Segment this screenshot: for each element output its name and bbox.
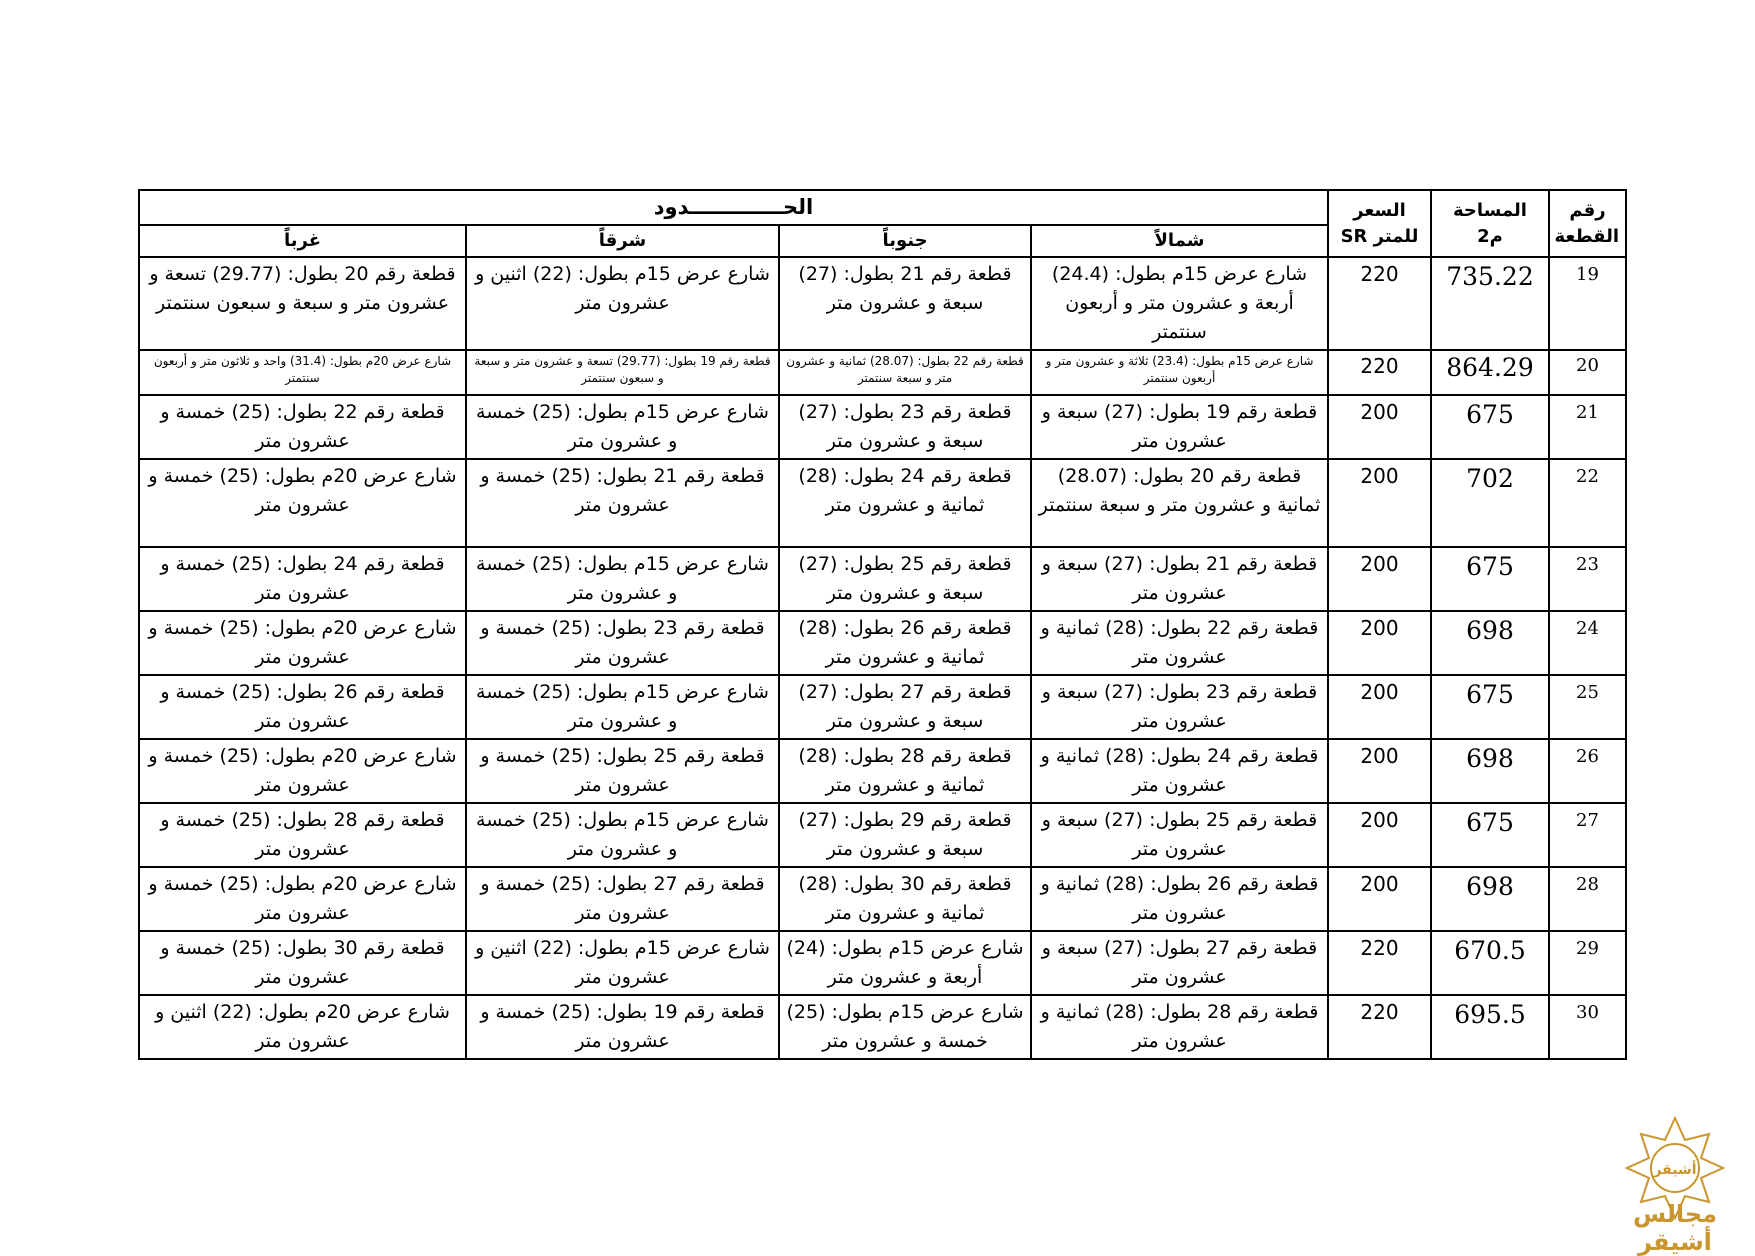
east-boundary-cell: شارع عرض 15م بطول: (22) اثنين و عشرون متر: [466, 257, 779, 350]
logo-emblem-text: أشيقر: [1653, 1162, 1697, 1178]
south-boundary-cell: شارع عرض 15م بطول: (25) خمسة و عشرون متر: [779, 995, 1031, 1059]
east-boundary-cell: قطعة رقم 19 بطول: (29.77) تسعة و عشرون متر و سبعة و سبعون سنتمتر: [466, 350, 779, 395]
price-cell: 220: [1328, 257, 1431, 350]
south-boundary-cell: قطعة رقم 28 بطول: (28) ثمانية و عشرون متر: [779, 739, 1031, 803]
east-boundary-cell: قطعة رقم 25 بطول: (25) خمسة و عشرون متر: [466, 739, 779, 803]
table-row: [139, 867, 1626, 931]
east-boundary-cell: شارع عرض 15م بطول: (25) خمسة و عشرون متر: [466, 803, 779, 867]
price-cell: 200: [1328, 611, 1431, 675]
north-boundary-cell: قطعة رقم 27 بطول: (27) سبعة و عشرون متر: [1031, 931, 1328, 995]
south-boundary-cell: قطعة رقم 25 بطول: (27) سبعة و عشرون متر: [779, 547, 1031, 611]
south-boundary-cell: قطعة رقم 27 بطول: (27) سبعة و عشرون متر: [779, 675, 1031, 739]
north-boundary-cell: قطعة رقم 25 بطول: (27) سبعة و عشرون متر: [1031, 803, 1328, 867]
header-south: جنوباً: [779, 225, 1031, 257]
west-boundary-cell: شارع عرض 20م بطول: (25) خمسة و عشرون متر: [139, 867, 466, 931]
price-cell: 200: [1328, 803, 1431, 867]
area-cell: 735.22: [1431, 257, 1549, 350]
south-boundary-cell: قطعة رقم 22 بطول: (28.07) ثمانية و عشرون متر و سبعة سنتمتر: [779, 350, 1031, 395]
north-boundary-cell: شارع عرض 15م بطول: (23.4) ثلاثة و عشرون متر و أربعون سنتمتر: [1031, 350, 1328, 395]
north-boundary-cell: شارع عرض 15م بطول: (24.4) أربعة و عشرون متر و أربعون سنتمتر: [1031, 257, 1328, 350]
price-cell: 200: [1328, 739, 1431, 803]
plot-number-cell: 30: [1549, 995, 1626, 1059]
table-row: [139, 257, 1626, 350]
plot-number-cell: 23: [1549, 547, 1626, 611]
north-boundary-cell: قطعة رقم 22 بطول: (28) ثمانية و عشرون متر: [1031, 611, 1328, 675]
east-boundary-cell: شارع عرض 15م بطول: (25) خمسة و عشرون متر: [466, 395, 779, 459]
west-boundary-cell: شارع عرض 20م بطول: (25) خمسة و عشرون متر: [139, 611, 466, 675]
header-boundaries: الحـــــــــــــدود: [139, 190, 1328, 225]
south-boundary-cell: شارع عرض 15م بطول: (24) أربعة و عشرون متر: [779, 931, 1031, 995]
price-cell: 200: [1328, 867, 1431, 931]
table-row: [139, 395, 1626, 459]
header-row-1: [139, 190, 1626, 225]
west-boundary-cell: قطعة رقم 30 بطول: (25) خمسة و عشرون متر: [139, 931, 466, 995]
east-boundary-cell: قطعة رقم 23 بطول: (25) خمسة و عشرون متر: [466, 611, 779, 675]
west-boundary-cell: شارع عرض 20م بطول: (31.4) واحد و ثلاثون متر و أربعون سنتمتر: [139, 350, 466, 395]
plot-number-cell: 21: [1549, 395, 1626, 459]
area-cell: 698: [1431, 867, 1549, 931]
west-boundary-cell: قطعة رقم 26 بطول: (25) خمسة و عشرون متر: [139, 675, 466, 739]
east-boundary-cell: قطعة رقم 19 بطول: (25) خمسة و عشرون متر: [466, 995, 779, 1059]
plot-number-cell: 25: [1549, 675, 1626, 739]
plot-number-cell: 27: [1549, 803, 1626, 867]
south-boundary-cell: قطعة رقم 26 بطول: (28) ثمانية و عشرون متر: [779, 611, 1031, 675]
plots-body: [139, 257, 1626, 1059]
header-east: شرقاً: [466, 225, 779, 257]
west-boundary-cell: قطعة رقم 24 بطول: (25) خمسة و عشرون متر: [139, 547, 466, 611]
west-boundary-cell: شارع عرض 20م بطول: (25) خمسة و عشرون متر: [139, 739, 466, 803]
plots-table: [138, 189, 1627, 1060]
north-boundary-cell: قطعة رقم 28 بطول: (28) ثمانية و عشرون متر: [1031, 995, 1328, 1059]
logo-text: مجالس أشيقر: [1632, 1200, 1718, 1256]
north-boundary-cell: قطعة رقم 19 بطول: (27) سبعة و عشرون متر: [1031, 395, 1328, 459]
price-cell: 200: [1328, 395, 1431, 459]
east-boundary-cell: شارع عرض 15م بطول: (25) خمسة و عشرون متر: [466, 547, 779, 611]
area-cell: 675: [1431, 395, 1549, 459]
area-cell: 698: [1431, 611, 1549, 675]
table-row: [139, 803, 1626, 867]
east-boundary-cell: شارع عرض 15م بطول: (22) اثنين و عشرون متر: [466, 931, 779, 995]
table-row: [139, 739, 1626, 803]
north-boundary-cell: قطعة رقم 23 بطول: (27) سبعة و عشرون متر: [1031, 675, 1328, 739]
north-boundary-cell: قطعة رقم 21 بطول: (27) سبعة و عشرون متر: [1031, 547, 1328, 611]
plot-number-cell: 20: [1549, 350, 1626, 395]
table-row: [139, 931, 1626, 995]
area-cell: 675: [1431, 675, 1549, 739]
west-boundary-cell: شارع عرض 20م بطول: (25) خمسة و عشرون متر: [139, 459, 466, 547]
plot-number-cell: 28: [1549, 867, 1626, 931]
price-cell: 200: [1328, 547, 1431, 611]
table-row: [139, 547, 1626, 611]
area-cell: 864.29: [1431, 350, 1549, 395]
area-cell: 695.5: [1431, 995, 1549, 1059]
south-boundary-cell: قطعة رقم 24 بطول: (28) ثمانية و عشرون متر: [779, 459, 1031, 547]
area-cell: 675: [1431, 803, 1549, 867]
plot-number-cell: 29: [1549, 931, 1626, 995]
price-cell: 220: [1328, 931, 1431, 995]
north-boundary-cell: قطعة رقم 24 بطول: (28) ثمانية و عشرون متر: [1031, 739, 1328, 803]
header-north: شمالاً: [1031, 225, 1328, 257]
west-boundary-cell: قطعة رقم 28 بطول: (25) خمسة و عشرون متر: [139, 803, 466, 867]
table-row: [139, 459, 1626, 547]
west-boundary-cell: قطعة رقم 22 بطول: (25) خمسة و عشرون متر: [139, 395, 466, 459]
price-cell: 220: [1328, 995, 1431, 1059]
header-price: السعر للمتر SR: [1328, 190, 1431, 257]
table-row: [139, 350, 1626, 395]
west-boundary-cell: شارع عرض 20م بطول: (22) اثنين و عشرون متر: [139, 995, 466, 1059]
south-boundary-cell: قطعة رقم 23 بطول: (27) سبعة و عشرون متر: [779, 395, 1031, 459]
area-cell: 675: [1431, 547, 1549, 611]
north-boundary-cell: قطعة رقم 26 بطول: (28) ثمانية و عشرون متر: [1031, 867, 1328, 931]
plot-number-cell: 22: [1549, 459, 1626, 547]
west-boundary-cell: قطعة رقم 20 بطول: (29.77) تسعة و عشرون متر و سبعة و سبعون سنتمتر: [139, 257, 466, 350]
price-cell: 220: [1328, 350, 1431, 395]
area-cell: 670.5: [1431, 931, 1549, 995]
table-row: [139, 675, 1626, 739]
header-plot-no: رقم القطعة: [1549, 190, 1626, 257]
plot-number-cell: 26: [1549, 739, 1626, 803]
area-cell: 702: [1431, 459, 1549, 547]
area-cell: 698: [1431, 739, 1549, 803]
plot-number-cell: 24: [1549, 611, 1626, 675]
table-row: [139, 995, 1626, 1059]
east-boundary-cell: شارع عرض 15م بطول: (25) خمسة و عشرون متر: [466, 675, 779, 739]
east-boundary-cell: قطعة رقم 27 بطول: (25) خمسة و عشرون متر: [466, 867, 779, 931]
plot-number-cell: 19: [1549, 257, 1626, 350]
south-boundary-cell: قطعة رقم 21 بطول: (27) سبعة و عشرون متر: [779, 257, 1031, 350]
south-boundary-cell: قطعة رقم 30 بطول: (28) ثمانية و عشرون متر: [779, 867, 1031, 931]
price-cell: 200: [1328, 675, 1431, 739]
header-west: غرباً: [139, 225, 466, 257]
header-area: المساحة م2: [1431, 190, 1549, 257]
east-boundary-cell: قطعة رقم 21 بطول: (25) خمسة و عشرون متر: [466, 459, 779, 547]
table-row: [139, 611, 1626, 675]
north-boundary-cell: قطعة رقم 20 بطول: (28.07) ثمانية و عشرون متر و سبعة سنتمتر: [1031, 459, 1328, 547]
south-boundary-cell: قطعة رقم 29 بطول: (27) سبعة و عشرون متر: [779, 803, 1031, 867]
price-cell: 200: [1328, 459, 1431, 547]
